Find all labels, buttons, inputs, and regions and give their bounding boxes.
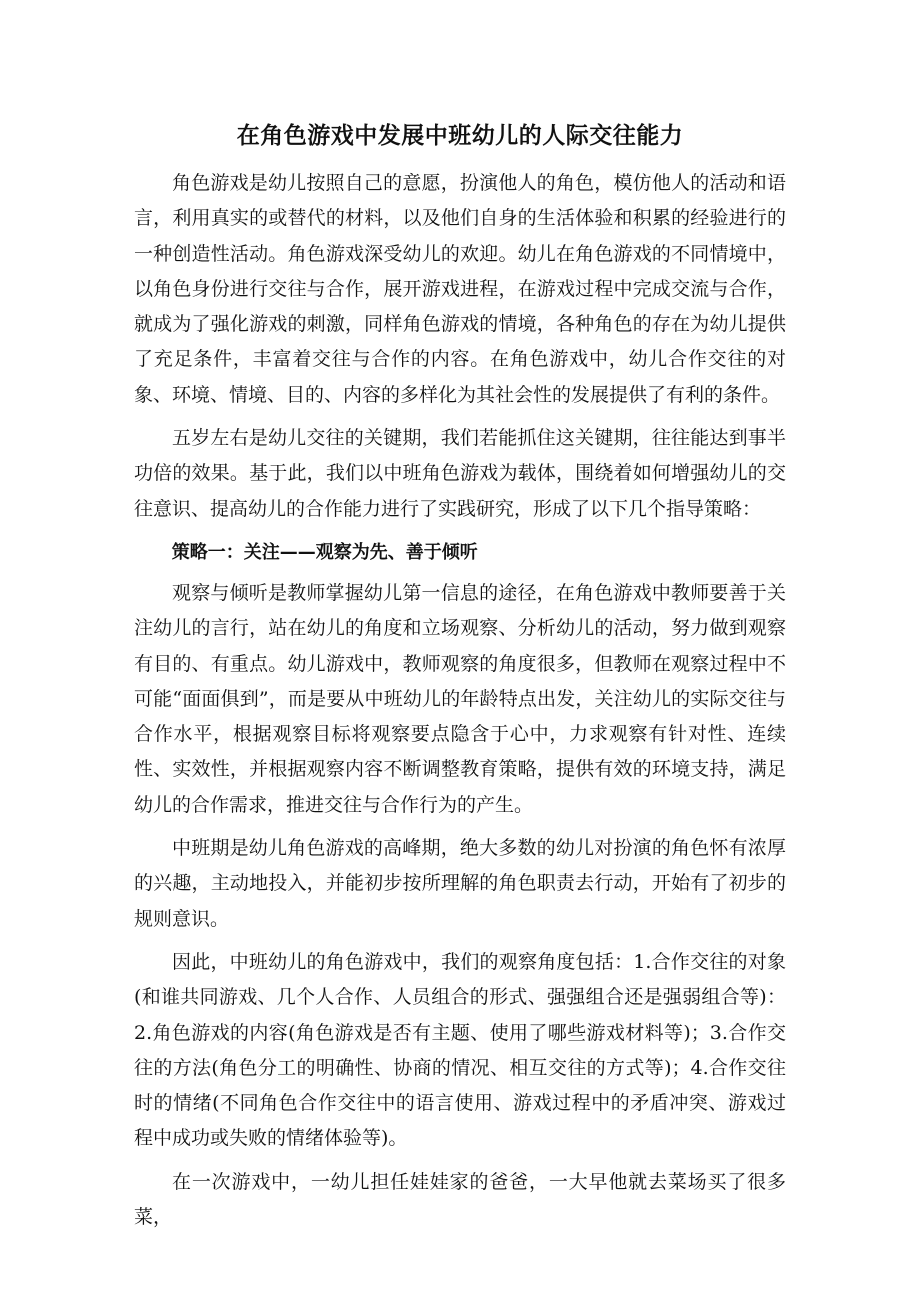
paragraph-intro: 角色游戏是幼儿按照自己的意愿，扮演他人的角色，模仿他人的活动和语言，利用真实的或替代的材料，以及他们自身的生活体验和积累的经验进行的一种创造性活动。角色游戏深受幼儿的欢迎。幼儿在角色游戏的不同情境中，以角色身份进行交往与合作，展开游戏进程，在游戏过程中完成交流与合作，就成为了强化游戏的刺激，同样角色游戏的情境，各种角色的存在为幼儿提供了充足条件，丰富着交往与合作的内容。在角色游戏中，幼儿合作交往的对象、环境、情境、目的、内容的多样化为其社会性的发展提供了有利的条件。 <box>134 172 786 406</box>
paragraph-peak-period: 中班期是幼儿角色游戏的高峰期，绝大多数的幼儿对扮演的角色怀有浓厚的兴趣，主动地投入，并能初步按所理解的角色职责去行动，开始有了初步的规则意识。 <box>134 837 786 930</box>
document-title: 在角色游戏中发展中班幼儿的人际交往能力 <box>236 123 684 149</box>
paragraph-observation: 观察与倾听是教师掌握幼儿第一信息的途径，在角色游戏中教师要善于关注幼儿的言行，站在幼儿的角度和立场观察、分析幼儿的活动，努力做到观察有目的、有重点。幼儿游戏中，教师观察的角度很多，但教师在观察过程中不可能“面面俱到”，而是要从中班幼儿的年龄特点出发，关注幼儿的实际交往与合作水平，根据观察目标将观察要点隐含于心中，力求观察有针对性、连续性、实效性，并根据观察内容不断调整教育策略，提供有效的环境支持，满足幼儿的合作需求，推进交往与合作行为的产生。 <box>134 581 786 816</box>
paragraph-example: 在一次游戏中，一幼儿担任娃娃家的爸爸，一大早他就去菜场买了很多菜， <box>134 1170 786 1229</box>
document-body <box>134 112 786 1243</box>
paragraph-observation-angles: 因此，中班幼儿的角色游戏中，我们的观察角度包括：1.合作交往的对象(和谁共同游戏、几个人合作、人员组合的形式、强强组合还是强弱组合等)：2.角色游戏的内容(角色游戏是否有主题、使用了哪些游戏材料等)；3.合作交往的方法(角色分工的明确性、协商的情况、相互交往的方式等)；4.合作交往时的情绪(不同角色合作交往中的语言使用、游戏过程中的矛盾冲突、游戏过程中成功或失败的情绪体验等)。 <box>134 950 786 1150</box>
strategy-heading: 策略一：关注——观察为先、善于倾听 <box>171 541 478 563</box>
paragraph-key-period: 五岁左右是幼儿交往的关键期，我们若能抓住这关键期，往往能达到事半功倍的效果。基于此，我们以中班角色游戏为载体，围绕着如何增强幼儿的交往意识、提高幼儿的合作能力进行了实践研究，形成了以下几个指导策略： <box>134 427 786 520</box>
